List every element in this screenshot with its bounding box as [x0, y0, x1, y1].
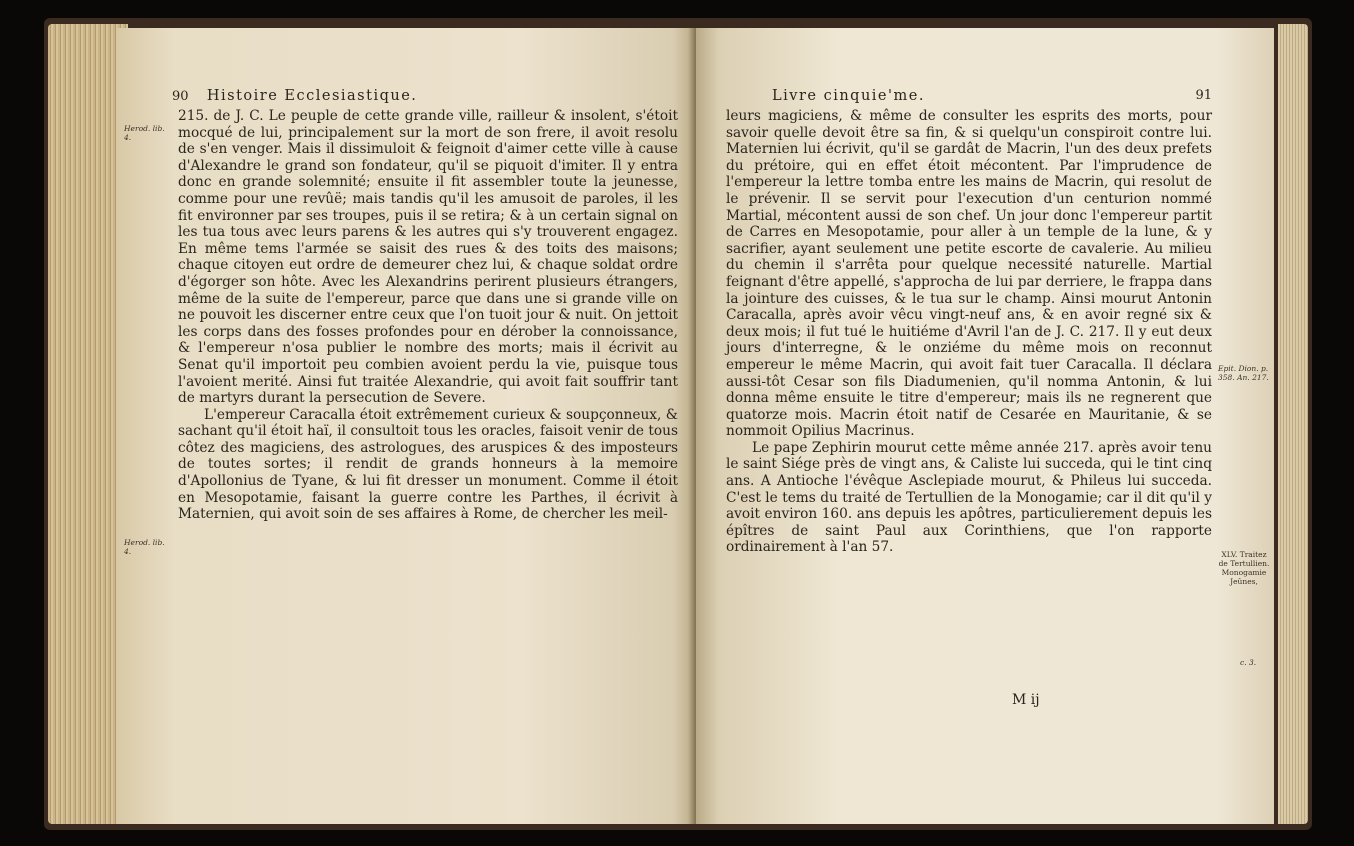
left-page-number: 90: [172, 89, 189, 104]
left-margin-note-1: Herod. lib. 4.: [124, 124, 165, 142]
right-page: [696, 28, 1274, 824]
left-running-head: [172, 88, 417, 104]
left-head-title: Histoire Ecclesiastique.: [206, 88, 418, 104]
right-page-number: 91: [1195, 88, 1212, 103]
right-text-block: [726, 108, 1212, 556]
left-page: [116, 28, 696, 824]
page-edges-right: [1278, 24, 1308, 824]
right-margin-note-1: Epit. Dion. p. 358. An. 217.: [1218, 364, 1269, 382]
left-paragraph-2: L'empereur Caracalla étoit extrêmement curieux & soupçonneux, & sachant qu'il étoit haï, il consultoit tous les oracles, faisoit venir de tous côtez des magiciens, des astrologues, des aruspices & des imposteurs de toutes sortes; il rendit de grands honneurs à la memoire d'Apollonius de Tyane, & lui fit dresser un monument. Comme il étoit en Mesopotamie, faisant la guerre contre les Parthes, il écrivit à Maternien, qui avoit soin de ses affaires à Rome, de chercher les meil-: [178, 406, 678, 523]
signature-mark: M ij: [1012, 692, 1040, 708]
right-paragraph-2: Le pape Zephirin mourut cette même année 217. après avoir tenu le saint Siége près de vingt ans, & Caliste lui succeda, qui le tint cinq ans. A Antioche l'évêque Asclepiade mourut, & Phileus lui succeda. C'est le tems du traité de Tertullien de la Monogamie; car il dit qu'il y avoit environ 160. ans depuis les apôtres, particulierement depuis les épîtres de saint Paul aux Corinthiens, que l'on rapporte ordinairement à l'an 57.: [726, 439, 1212, 556]
left-paragraph-1: 215. de J. C. Le peuple de cette grande ville, railleur & insolent, s'étoit mocqué de lui, principalement sur la mort de son frere, il avoit resolu de s'en venger. Mais il dissimuloit & feignoit d'aimer cette ville à cause d'Alexandre le grand son fondateur, qu'il se piquoit d'imiter. Il y entra donc en grande solemnité; ensuite il fit assembler toute la jeunesse, comme pour une revûë; mais tandis qu'il les amusoit de paroles, il les fit environner par ses troupes, puis il se retira; & à un certain signal on les tua tous avec leurs parens & les autres qui s'y trouverent engagez. En même tems l'armée se saisit des rues & des toits des maisons; chaque citoyen eut ordre de demeurer chez lui, & chaque soldat ordre d'égorger son hôte. Avec les Alexandrins perirent plusieurs étrangers, même de la suite de l'empereur, parce que dans une si grande ville on ne pouvoit les discerner entre ceux que l'on tuoit jour & nuit. On jettoit les corps dans des fosses profondes pour en dérober la connoissance, & l'empereur n'osa publier le nombre des morts; mais il écrivit au Senat qu'il importoit peu combien avoient perdu la vie, puisque tous l'avoient merité. Ainsi fut traitée Alexandrie, qui avoit fait souffrir tant de martyrs durant la persecution de Severe.: [178, 108, 678, 407]
right-paragraph-1: leurs magiciens, & même de consulter les esprits des morts, pour savoir quelle devoit être sa fin, & si quelqu'un conspiroit contre lui. Maternien lui écrivit, qu'il se gardât de Macrin, l'un des deux prefets du prétoire, qui en effet étoit mécontent. Par l'imprudence de l'empereur la lettre tomba entre les mains de Macrin, qui resolut de le prévenir. Il se servit pour l'execution d'un centurion nommé Martial, mécontent aussi de son chef. Un jour donc l'empereur partit de Carres en Mesopotamie, pour aller à un temple de la lune, & y sacrifier, ayant seulement une petite escorte de cavalerie. Au milieu du chemin il s'arrêta pour quelque necessité naturelle. Martial feignant d'être appellé, s'approcha de lui par derriere, le frappa dans la jointure des cuisses, & le tua sur le champ. Ainsi mourut Antonin Caracalla, après avoir vêcu vingt-neuf ans, & en avoir regné six & deux mois; il fut tué le huitiéme d'Avril l'an de J. C. 217. Il y eut deux jours d'interregne, & le onziéme du même mois on reconnut empereur le même Macrin, qui avoit fait tuer Caracalla. Il déclara aussi-tôt Cesar son fils Diadumenien, qu'il nomma Antonin, & lui donna même ensuite le titre d'empereur; mais ils ne regnerent que quatorze mois. Macrin étoit natif de Cesarée en Mauritanie, & se nommoit Opilius Macrinus.: [726, 108, 1212, 440]
right-margin-note-2: XLV. Traitez de Tertullien. Monogamie Jeûnes,: [1218, 550, 1270, 586]
right-head-title: Livre cinquie'me.: [772, 88, 925, 104]
right-margin-note-3: c. 3.: [1240, 658, 1257, 667]
left-margin-note-2: Herod. lib. 4.: [124, 538, 165, 556]
right-running-head: [772, 88, 1212, 104]
left-text-block: [178, 108, 678, 523]
open-book: [44, 18, 1312, 830]
